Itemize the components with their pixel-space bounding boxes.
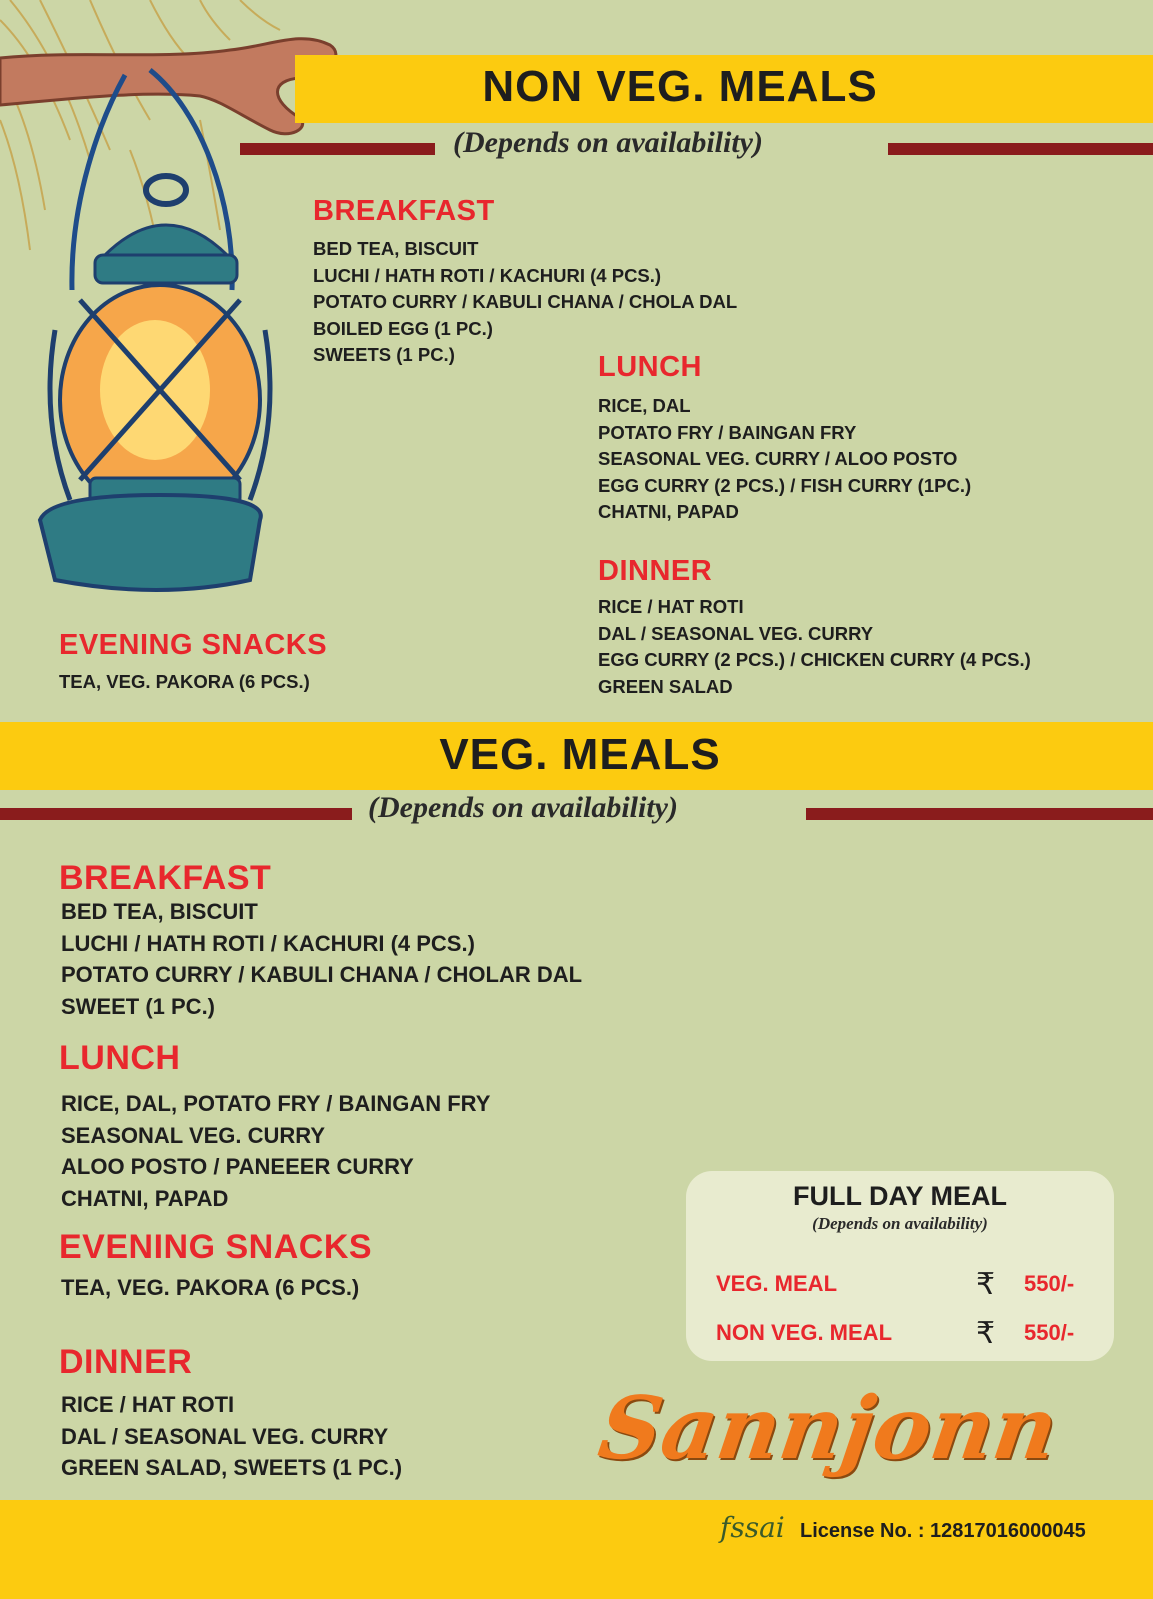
nonveg-dinner-list [598,594,1031,700]
rupee-icon: ₹ [976,1268,996,1301]
list-item: SEASONAL VEG. CURRY / ALOO POSTO [598,448,958,470]
nonveg-lunch-heading: LUNCH [598,351,702,383]
nonveg-title: NON VEG. MEALS [482,62,878,111]
list-item: TEA, VEG. PAKORA (6 PCS.) [59,671,310,692]
list-item: POTATO CURRY / KABULI CHANA / CHOLA DAL [313,291,738,313]
list-item: GREEN SALAD, SWEETS (1 PC.) [61,1455,403,1480]
list-item: EGG CURRY (2 PCS.) / CHICKEN CURRY (4 PCS.) [598,649,1031,671]
list-item: SWEETS (1 PC.) [313,344,455,366]
brand-logo: Sannjonn [592,1378,1064,1479]
list-item: LUCHI / HATH ROTI / KACHURI (4 PCS.) [313,264,662,286]
nonveg-availability-note: (Depends on availability) [453,126,763,159]
nonveg-breakfast-list [313,236,737,369]
list-item: LUCHI / HATH ROTI / KACHURI (4 PCS.) [61,930,475,956]
list-item: ALOO POSTO / PANEEER CURRY [61,1154,414,1179]
veg-snacks-list [61,1272,359,1304]
veg-rule-left [0,808,352,820]
list-item: CHATNI, PAPAD [598,501,739,523]
nonveg-rule-right [888,143,1153,155]
rupee-icon: ₹ [976,1317,996,1350]
list-item: EGG CURRY (2 PCS.) / FISH CURRY (1PC.) [598,474,972,496]
license-number: License No. : 12817016000045 [800,1520,1086,1542]
list-item: POTATO FRY / BAINGAN FRY [598,421,857,443]
list-item: POTATO CURRY / KABULI CHANA / CHOLAR DAL [61,962,583,987]
veg-rule-right [806,808,1153,820]
list-item: RICE / HAT ROTI [61,1392,235,1417]
list-item: BED TEA, BISCUIT [313,238,479,259]
veg-breakfast-list [61,896,582,1022]
fssai-logo: fssai [720,1511,785,1544]
list-item: RICE / HAT ROTI [598,596,744,617]
list-item: DAL / SEASONAL VEG. CURRY [598,622,874,644]
veg-snacks-heading: EVENING SNACKS [59,1228,373,1266]
price-row-veg [716,1268,1096,1301]
nonveg-breakfast-heading: BREAKFAST [313,195,495,227]
veg-dinner-heading: DINNER [59,1343,193,1381]
list-item: SWEET (1 PC.) [61,993,216,1019]
list-item: BED TEA, BISCUIT [61,899,258,924]
nonveg-snacks-list [59,669,310,696]
veg-dinner-list [61,1389,402,1484]
list-item: RICE, DAL, POTATO FRY / BAINGAN FRY [61,1091,491,1116]
list-item: CHATNI, PAPAD [61,1185,229,1211]
veg-title: VEG. MEALS [439,730,721,779]
veg-breakfast-heading: BREAKFAST [59,859,272,897]
price-value: 550/- [1024,1320,1075,1345]
nonveg-rule-left [240,143,435,155]
full-day-meal-box [686,1171,1114,1361]
nonveg-lunch-list [598,393,971,526]
veg-lunch-list [61,1088,490,1214]
nonveg-snacks-heading: EVENING SNACKS [59,629,328,661]
list-item: BOILED EGG (1 PC.) [313,317,493,339]
price-label: NON VEG. MEAL [716,1320,893,1345]
full-day-meal-note: (Depends on availability) [812,1214,988,1233]
price-label: VEG. MEAL [716,1271,838,1296]
footer-band [0,1500,1153,1599]
list-item: GREEN SALAD [598,675,733,697]
list-item: SEASONAL VEG. CURRY [61,1122,326,1148]
list-item: TEA, VEG. PAKORA (6 PCS.) [61,1275,360,1300]
list-item: DAL / SEASONAL VEG. CURRY [61,1423,389,1449]
price-value: 550/- [1024,1271,1075,1296]
veg-availability-note: (Depends on availability) [368,791,678,824]
list-item: RICE, DAL [598,395,691,416]
nonveg-dinner-heading: DINNER [598,555,713,587]
full-day-meal-title: FULL DAY MEAL [792,1181,1008,1211]
price-row-nonveg [716,1317,1096,1350]
veg-lunch-heading: LUNCH [59,1039,181,1077]
